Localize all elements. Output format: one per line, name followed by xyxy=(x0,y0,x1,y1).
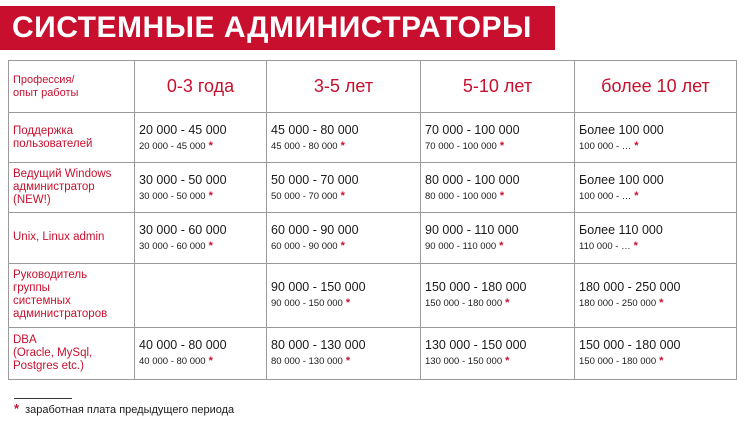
table-row xyxy=(9,213,737,263)
table-row xyxy=(9,113,737,163)
star-marker: * xyxy=(208,189,213,202)
previous-salary-range xyxy=(579,189,732,204)
current-salary-range: 30 000 - 60 000 xyxy=(139,222,227,237)
current-salary-range: Более 100 000 xyxy=(579,172,664,187)
star-marker: * xyxy=(208,355,213,368)
previous-salary-text: 130 000 - 150 000 xyxy=(425,356,503,368)
salary-cell xyxy=(421,213,575,263)
salary-cell xyxy=(421,263,575,327)
previous-salary-range xyxy=(425,239,570,254)
previous-salary-text: 80 000 - 130 000 xyxy=(271,356,343,368)
current-salary-range: 70 000 - 100 000 xyxy=(425,122,520,137)
row-header-line: Unix, Linux admin xyxy=(13,231,105,244)
star-marker: * xyxy=(633,239,638,252)
star-marker: * xyxy=(634,139,639,152)
salary-cell xyxy=(575,163,737,213)
previous-salary-range xyxy=(139,139,262,154)
current-salary-range: 150 000 - 180 000 xyxy=(425,280,527,295)
previous-salary-range xyxy=(425,354,570,369)
row-header xyxy=(9,213,135,263)
salary-cell xyxy=(267,327,421,379)
previous-salary-range xyxy=(271,296,416,311)
current-salary-range: 90 000 - 150 000 xyxy=(271,280,366,295)
star-marker: * xyxy=(499,189,505,202)
footnote xyxy=(14,402,234,417)
row-header-line: (Oracle, MySql, xyxy=(13,346,93,359)
previous-salary-range xyxy=(425,189,570,204)
salary-cell xyxy=(575,263,737,327)
previous-salary-range xyxy=(271,189,416,204)
column-header-10-plus: более 10 лет xyxy=(575,61,737,113)
star-marker: * xyxy=(340,239,345,252)
table-row xyxy=(9,263,737,327)
star-marker: * xyxy=(340,139,345,152)
previous-salary-range xyxy=(271,239,416,254)
previous-salary-range xyxy=(579,139,732,154)
corner-header xyxy=(9,61,135,113)
column-header-0-3: 0-3 года xyxy=(135,61,267,113)
previous-salary-text: 30 000 - 50 000 xyxy=(139,190,206,202)
footnote-text: заработная плата предыдущего периода xyxy=(25,404,235,416)
previous-salary-text: 20 000 - 45 000 xyxy=(139,140,206,152)
star-marker: * xyxy=(659,355,664,368)
salary-cell xyxy=(421,163,575,213)
salary-cell xyxy=(575,113,737,163)
salary-cell xyxy=(267,263,421,327)
salary-cell xyxy=(267,213,421,263)
table-row xyxy=(9,327,737,379)
current-salary-range: Более 110 000 xyxy=(579,222,663,237)
salary-cell xyxy=(267,113,421,163)
row-header xyxy=(9,163,135,213)
footnote-star: * xyxy=(14,401,20,416)
star-marker: * xyxy=(345,355,351,368)
row-header-line: Поддержка xyxy=(13,124,73,137)
previous-salary-range xyxy=(271,354,416,369)
row-header xyxy=(9,263,135,327)
salary-cell xyxy=(575,213,737,263)
salary-cell xyxy=(135,327,267,379)
salary-cell xyxy=(575,327,737,379)
column-header-3-5: 3-5 лет xyxy=(267,61,421,113)
column-header-5-10: 5-10 лет xyxy=(421,61,575,113)
previous-salary-range xyxy=(139,239,262,254)
previous-salary-text: 90 000 - 150 000 xyxy=(271,298,343,310)
row-header xyxy=(9,113,135,163)
star-marker: * xyxy=(208,139,213,152)
current-salary-range: 180 000 - 250 000 xyxy=(579,280,681,295)
corner-line-1: Профессия/ xyxy=(13,73,75,86)
previous-salary-text: 70 000 - 100 000 xyxy=(425,140,497,152)
current-salary-range: 20 000 - 45 000 xyxy=(139,122,227,137)
current-salary-range: Более 100 000 xyxy=(579,122,664,137)
footnote-divider xyxy=(14,398,72,399)
row-header-line: системных xyxy=(13,295,71,308)
previous-salary-range xyxy=(139,354,262,369)
star-marker: * xyxy=(340,189,345,202)
current-salary-range: 80 000 - 130 000 xyxy=(271,338,366,353)
star-marker: * xyxy=(659,297,664,310)
star-marker: * xyxy=(505,297,510,310)
current-salary-range: 60 000 - 90 000 xyxy=(271,222,359,237)
star-marker: * xyxy=(208,239,213,252)
current-salary-range: 45 000 - 80 000 xyxy=(271,122,359,137)
header-row xyxy=(9,61,737,113)
salary-cell xyxy=(421,327,575,379)
row-header-line: администратор xyxy=(13,181,95,194)
star-marker: * xyxy=(499,139,505,152)
page-title: СИСТЕМНЫЕ АДМИНИСТРАТОРЫ xyxy=(0,6,555,50)
previous-salary-text: 30 000 - 60 000 xyxy=(139,240,206,252)
previous-salary-text: 45 000 - 80 000 xyxy=(271,140,338,152)
salary-cell xyxy=(135,213,267,263)
row-header-line: (NEW!) xyxy=(13,194,51,207)
row-header-line: Ведущий Windows xyxy=(13,168,112,181)
table-row xyxy=(9,163,737,213)
previous-salary-range xyxy=(139,189,262,204)
current-salary-range: 130 000 - 150 000 xyxy=(425,338,527,353)
row-header-line: группы xyxy=(13,282,50,295)
previous-salary-range xyxy=(579,354,732,369)
previous-salary-text: 150 000 - 180 000 xyxy=(579,356,657,368)
previous-salary-text: 100 000 - … xyxy=(579,140,632,152)
current-salary-range: 50 000 - 70 000 xyxy=(271,172,359,187)
previous-salary-text: 110 000 - … xyxy=(579,240,631,252)
star-marker: * xyxy=(634,189,639,202)
current-salary-range: 40 000 - 80 000 xyxy=(139,338,227,353)
salary-cell xyxy=(421,113,575,163)
row-header-line: пользователей xyxy=(13,137,93,150)
previous-salary-text: 180 000 - 250 000 xyxy=(579,298,657,310)
salary-table xyxy=(8,60,737,380)
star-marker: * xyxy=(499,239,504,252)
row-header-line: Руководитель xyxy=(13,269,88,282)
previous-salary-range xyxy=(579,296,732,311)
current-salary-range: 90 000 - 110 000 xyxy=(425,222,519,237)
corner-line-2: опыт работы xyxy=(13,86,79,99)
previous-salary-text: 90 000 - 110 000 xyxy=(425,240,497,252)
previous-salary-text: 150 000 - 180 000 xyxy=(425,298,503,310)
row-header xyxy=(9,327,135,379)
salary-cell xyxy=(267,163,421,213)
previous-salary-range xyxy=(579,239,732,254)
previous-salary-text: 60 000 - 90 000 xyxy=(271,240,338,252)
salary-cell xyxy=(135,263,267,327)
row-header-line: Postgres etc.) xyxy=(13,359,84,372)
row-header-line: DBA xyxy=(13,333,37,346)
salary-cell xyxy=(135,163,267,213)
current-salary-range: 150 000 - 180 000 xyxy=(579,338,681,353)
previous-salary-range xyxy=(425,296,570,311)
previous-salary-text: 40 000 - 80 000 xyxy=(139,356,206,368)
previous-salary-text: 100 000 - … xyxy=(579,190,632,202)
previous-salary-text: 80 000 - 100 000 xyxy=(425,190,497,202)
current-salary-range: 30 000 - 50 000 xyxy=(139,172,227,187)
row-header-line: администраторов xyxy=(13,308,108,321)
star-marker: * xyxy=(505,355,510,368)
previous-salary-range xyxy=(271,139,416,154)
previous-salary-text: 50 000 - 70 000 xyxy=(271,190,338,202)
salary-cell xyxy=(135,113,267,163)
current-salary-range: 80 000 - 100 000 xyxy=(425,172,520,187)
previous-salary-range xyxy=(425,139,570,154)
star-marker: * xyxy=(345,297,351,310)
